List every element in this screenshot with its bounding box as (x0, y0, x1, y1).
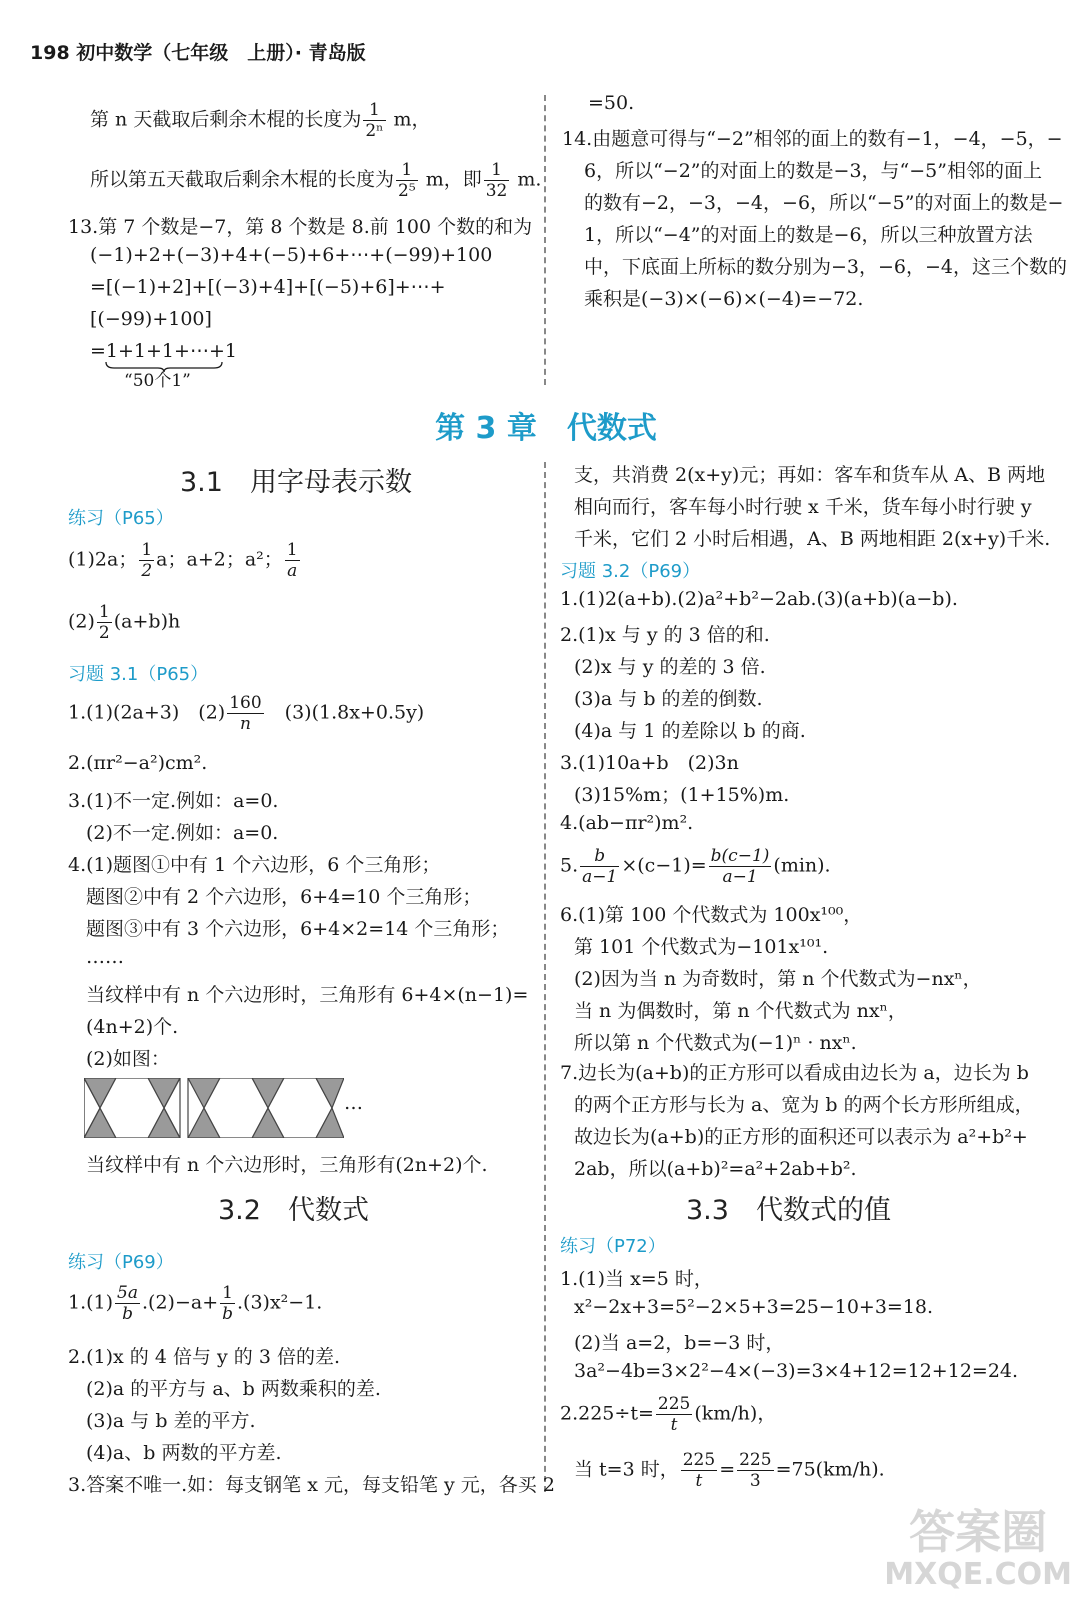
denominator: b (222, 1304, 234, 1324)
problem-14-line: 的数有−2，−3，−4，−6，所以“−5”的对面上的数是− (584, 192, 1064, 214)
answer-line: 3.(1)10a+b (2)3n (560, 752, 739, 774)
text: (2) (68, 610, 95, 633)
answer-line: 故边长为(a+b)的正方形的面积还可以表示为 a²+b²+ (574, 1126, 1028, 1148)
answer-line: 2ab，所以(a+b)²=a²+2ab+b². (574, 1158, 857, 1180)
problem-14-line: 乘积是(−3)×(−6)×(−4)=−72. (584, 288, 864, 310)
numerator: 160 (229, 693, 262, 713)
denominator: 2ⁿ (365, 121, 384, 141)
answer-line: 题图②中有 2 个六边形，6+4=10 个三角形； (86, 886, 482, 908)
answer-line: 2.(1)x 与 y 的 3 倍的和. (560, 624, 770, 646)
problem-14-line: 1，所以“−4”的对面上的数是−6，所以三种放置方法 (584, 224, 1033, 246)
watermark-url: MXQE.COM (884, 1557, 1072, 1592)
text: 所以第五天截取后剩余木棍的长度为 (90, 168, 395, 191)
answer-line: 支，共消费 2(x+y)元；再如：客车和货车从 A、B 两地 (574, 464, 1046, 486)
answer-line: (2)因为当 n 为奇数时，第 n 个代数式为−nxⁿ， (574, 968, 982, 990)
answer-line: 2.(1)x 的 4 倍与 y 的 3 倍的差. (68, 1346, 340, 1368)
fraction (139, 540, 154, 581)
answer-line: 千米，它们 2 小时后相遇，A、B 两地相距 2(x+y)千米. (574, 528, 1051, 550)
watermark-logo (884, 1506, 1072, 1592)
text: a；a+2；a²； (156, 548, 283, 571)
text: 第 n 天截取后剩余木棍的长度为 (90, 108, 362, 131)
answer-line: 题图③中有 3 个六边形，6+4×2=14 个三角形； (86, 918, 510, 940)
fraction (97, 602, 112, 643)
fraction (227, 693, 263, 734)
text: m，即 (419, 168, 482, 191)
answer-line: 3a²−4b=3×2²−4×(−3)=3×4+12=12+12=24. (574, 1360, 1019, 1382)
problem-14-line: 14.由题意可得与“−2”相邻的面上的数有−1，−4，−5，− (562, 128, 1063, 150)
denominator: a (287, 561, 298, 581)
answer-line (560, 846, 831, 887)
numerator: 1 (363, 100, 385, 121)
answer-line: 当纹样中有 n 个六边形时，三角形有(2n+2)个. (86, 1154, 488, 1176)
text: m， (387, 108, 431, 131)
text: 当 t=3 时， (574, 1458, 679, 1481)
text: = (719, 1458, 736, 1481)
problem-14-line: 6，所以“−2”的对面上的数是−3，与“−5”相邻的面上 (584, 160, 1042, 182)
answer-line: 相向而行，客车每小时行驶 x 千米，货车每小时行驶 y (574, 496, 1032, 518)
fraction (737, 1450, 773, 1491)
text-line (90, 160, 541, 201)
text: 1.(1) (68, 1291, 114, 1314)
answer-line: (2)如图： (86, 1048, 170, 1070)
denominator: t (670, 1415, 678, 1435)
answer-line: 6.(1)第 100 个代数式为 100x¹⁰⁰， (560, 904, 863, 926)
answer-line: (3)a 与 b 的差的倒数. (574, 688, 763, 710)
text: ×(c−1)= (621, 854, 707, 877)
section-title: 3.1 用字母表示数 (180, 467, 412, 498)
fraction (580, 846, 619, 887)
answer-line: (4n+2)个. (86, 1016, 179, 1038)
text: .(2)−a+ (142, 1291, 219, 1314)
problem-14-line: 中，下底面上所标的数分别为−3，−6，−4，这三个数的 (584, 256, 1068, 278)
answer-line: 4.(ab−πr²)m². (560, 812, 694, 834)
exercise-tag: 练习（P65） (68, 508, 174, 529)
watermark-text: 答案圈 (909, 1505, 1048, 1559)
answer-line: 当纹样中有 n 个六边形时，三角形有 6+4×(n−1)= (86, 984, 529, 1006)
fraction (709, 846, 772, 887)
problem-13-line: (−1)+2+(−3)+4+(−5)+6+⋯+(−99)+100 (90, 244, 493, 266)
ellipsis: … (344, 1092, 363, 1114)
fraction (484, 160, 510, 201)
answer-line: (2)x 与 y 的差的 3 倍. (574, 656, 766, 678)
numerator: 225 (657, 1394, 691, 1414)
exercise-tag: 练习（P69） (68, 1252, 174, 1273)
problem-13-line: [(−99)+100] (90, 308, 212, 330)
numerator: 225 (739, 1450, 772, 1470)
answer-line (68, 602, 180, 643)
answer-line (574, 1450, 885, 1491)
text: 1.(1)(2a+3) (2) (68, 701, 226, 724)
answer-line: 1.(1)当 x=5 时， (560, 1268, 713, 1290)
answer-line: 当 n 为偶数时，第 n 个代数式为 nxⁿ， (574, 1000, 907, 1022)
numerator: 1 (286, 540, 298, 560)
answer-line (560, 1394, 776, 1435)
answer-line: 3.(1)不一定.例如：a=0. (68, 790, 279, 812)
answer-line: (2)不一定.例如：a=0. (86, 822, 279, 844)
exercise-tag: 练习（P72） (560, 1236, 666, 1257)
exercise-tag: 习题 3.1（P65） (68, 664, 209, 685)
problem-13-line: “50个1” (124, 371, 191, 391)
chapter-title: 第 3 章 代数式 (435, 411, 657, 446)
text: (km/h)， (694, 1402, 777, 1425)
answer-line: 的两个正方形与长为 a、宽为 b 的两个长方形所组成， (574, 1094, 1034, 1116)
answer-line (68, 693, 424, 734)
problem-13-line: 13.第 7 个数是−7，第 8 个数是 8.前 100 个数的和为 (68, 216, 533, 238)
fraction (656, 1394, 692, 1435)
fraction (285, 540, 300, 581)
answer-line (68, 540, 302, 581)
numerator: b(c−1) (710, 846, 770, 866)
problem-13-line: =[(−1)+2]+[(−3)+4]+[(−5)+6]+⋯+ (90, 276, 446, 298)
answer-line: (2)当 a=2，b=−3 时， (574, 1332, 785, 1354)
answer-line: (4)a、b 两数的平方差. (86, 1442, 282, 1464)
fraction (115, 1283, 140, 1324)
text: m. (511, 168, 542, 191)
answer-line: (2)a 的平方与 a、b 两数乘积的差. (86, 1378, 381, 1400)
answer-line: 3.答案不唯一.如：每支钢笔 x 元，每支铅笔 y 元，各买 2 (68, 1474, 555, 1496)
answer-line: 7.边长为(a+b)的正方形可以看成由边长为 a，边长为 b (560, 1062, 1029, 1084)
denominator: 2 (98, 623, 110, 643)
denominator: a−1 (722, 867, 758, 887)
denominator: 2 (141, 561, 153, 581)
fraction (681, 1450, 717, 1491)
answer-line: 1.(1)2(a+b).(2)a²+b²−2ab.(3)(a+b)(a−b). (560, 588, 958, 610)
triangle-pattern-figure (84, 1078, 344, 1138)
numerator: 1 (484, 160, 510, 181)
denominator: n (239, 714, 251, 734)
text: (3)(1.8x+0.5y) (265, 701, 425, 724)
text: 5. (560, 854, 579, 877)
problem-13-line: =1+1+1+⋯+1 (90, 340, 237, 362)
denominator: 3 (749, 1471, 761, 1491)
fraction (396, 160, 418, 201)
answer-line: (3)a 与 b 差的平方. (86, 1410, 256, 1432)
fraction (363, 100, 385, 141)
answer-line: 4.(1)题图①中有 1 个六边形，6 个三角形； (68, 854, 441, 876)
exercise-tag: 习题 3.2（P69） (560, 561, 701, 582)
denominator: b (122, 1304, 133, 1324)
section-title: 3.3 代数式的值 (686, 1195, 891, 1226)
answer-line (68, 1283, 322, 1324)
numerator: 5a (117, 1283, 138, 1303)
numerator: 1 (220, 1283, 235, 1304)
denominator: 2⁵ (398, 181, 416, 201)
text: .(3)x²−1. (237, 1291, 323, 1314)
answer-line: (4)a 与 1 的差除以 b 的商. (574, 720, 806, 742)
text: 2.225÷t= (560, 1402, 654, 1425)
fraction (220, 1283, 235, 1324)
column-divider-bottom (544, 462, 546, 1492)
numerator: 1 (396, 160, 418, 181)
answer-line: x²−2x+3=5²−2×5+3=25−10+3=18. (574, 1296, 934, 1318)
text: =75(km/h). (775, 1458, 885, 1481)
section-title: 3.2 代数式 (218, 1195, 369, 1226)
answer-line: 2.(πr²−a²)cm². (68, 752, 208, 774)
text: (a+b)h (113, 610, 181, 633)
text: (min). (773, 854, 831, 877)
answer-line: 所以第 n 个代数式为(−1)ⁿ · nxⁿ. (574, 1032, 857, 1054)
denominator: 32 (485, 181, 508, 201)
answer-line: (3)15%m；(1+15%)m. (574, 784, 790, 806)
answer-line: …… (86, 946, 124, 968)
numerator: b (580, 846, 619, 867)
numerator: 225 (682, 1450, 716, 1470)
text-line (90, 100, 431, 141)
numerator: 1 (98, 602, 110, 622)
text-line: =50. (588, 92, 635, 114)
denominator: a−1 (582, 867, 618, 887)
denominator: t (695, 1471, 703, 1491)
answer-line: 第 101 个代数式为−101x¹⁰¹. (574, 936, 829, 958)
text: (1)2a； (68, 548, 138, 571)
numerator: 1 (141, 540, 153, 560)
column-divider-top (544, 95, 546, 385)
page-header: 198 初中数学（七年级 上册）· 青岛版 (30, 42, 366, 64)
